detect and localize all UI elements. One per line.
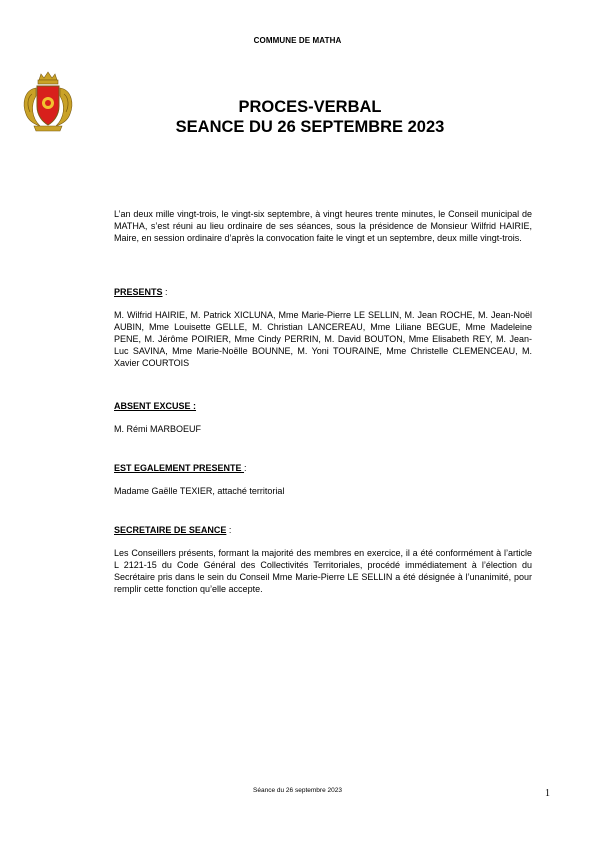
egalement-section <box>114 462 532 497</box>
absent-heading: ABSENT EXCUSE : <box>114 401 197 411</box>
commune-header: COMMUNE DE MATHA <box>253 36 342 45</box>
secretaire-section <box>114 524 532 595</box>
page-footer: Séance du 26 septembre 2023 <box>253 787 342 794</box>
intro-paragraph: L’an deux mille vingt-trois, le vingt-six septembre, à vingt heures trente minutes, le Conseil municipal de MATHA, s’est réuni au lieu ordinaire de ses séances, sous la présidence de Monsieur Wilfrid HAIRIE, Maire, en session ordinaire d’après la convocation faite le vingt et un septembre, deux mille vingt-trois. <box>114 209 532 243</box>
page-number: 1 <box>545 788 550 799</box>
presents-suffix: : <box>162 287 168 297</box>
egalement-heading: EST EGALEMENT PRESENTE <box>114 463 245 473</box>
intro-paragraph-block <box>114 208 532 244</box>
egalement-text: Madame Gaëlle TEXIER, attaché territorial <box>114 486 285 496</box>
secretaire-heading: SECRETAIRE DE SEANCE <box>114 525 227 535</box>
document-title <box>100 97 520 137</box>
presents-section <box>114 286 532 369</box>
egalement-suffix: : <box>244 463 247 473</box>
absent-list: M. Rémi MARBOEUF <box>114 424 202 434</box>
title-line-1: PROCES-VERBAL <box>238 98 382 116</box>
title-line-2: SEANCE DU 26 SEPTEMBRE 2023 <box>175 118 445 136</box>
presents-heading: PRESENTS <box>114 287 163 297</box>
presents-label <box>114 286 532 298</box>
secretaire-text: Les Conseillers présents, formant la majorité des membres en exercice, il a été conformément à l’article L 2121-15 du Code Général des Collectivités Territoriales, procédé immédiatement à l’élection du Secrétaire pris dans le sein du Conseil Mme Marie-Pierre LE SELLIN a été désignée à l’unanimité, pour remplir cette fonction qu’elle accepte. <box>114 548 532 594</box>
secretaire-label <box>114 524 532 536</box>
coat-of-arms-icon <box>20 70 76 134</box>
secretaire-suffix: : <box>226 525 232 535</box>
presents-list: M. Wilfrid HAIRIE, M. Patrick XICLUNA, Mme Marie-Pierre LE SELLIN, M. Jean ROCHE, M. Jean-Noël AUBIN, Mme Louisette GELLE, M. Christian LANCEREAU, Mme Liliane BEGUE, Mme Madeleine PENE, M. Jérôme POIRIER, Mme Cindy PERRIN, M. David BOUTON, Mme Elisabeth REY, M. Jean-Luc SAVINA, Mme Marie-Noëlle BOUNNE, M. Yoni TOURAINE, Mme Christelle CLEMENCEAU, M. Xavier COURTOIS <box>114 310 532 368</box>
absent-section <box>114 400 532 435</box>
egalement-label <box>114 462 532 474</box>
